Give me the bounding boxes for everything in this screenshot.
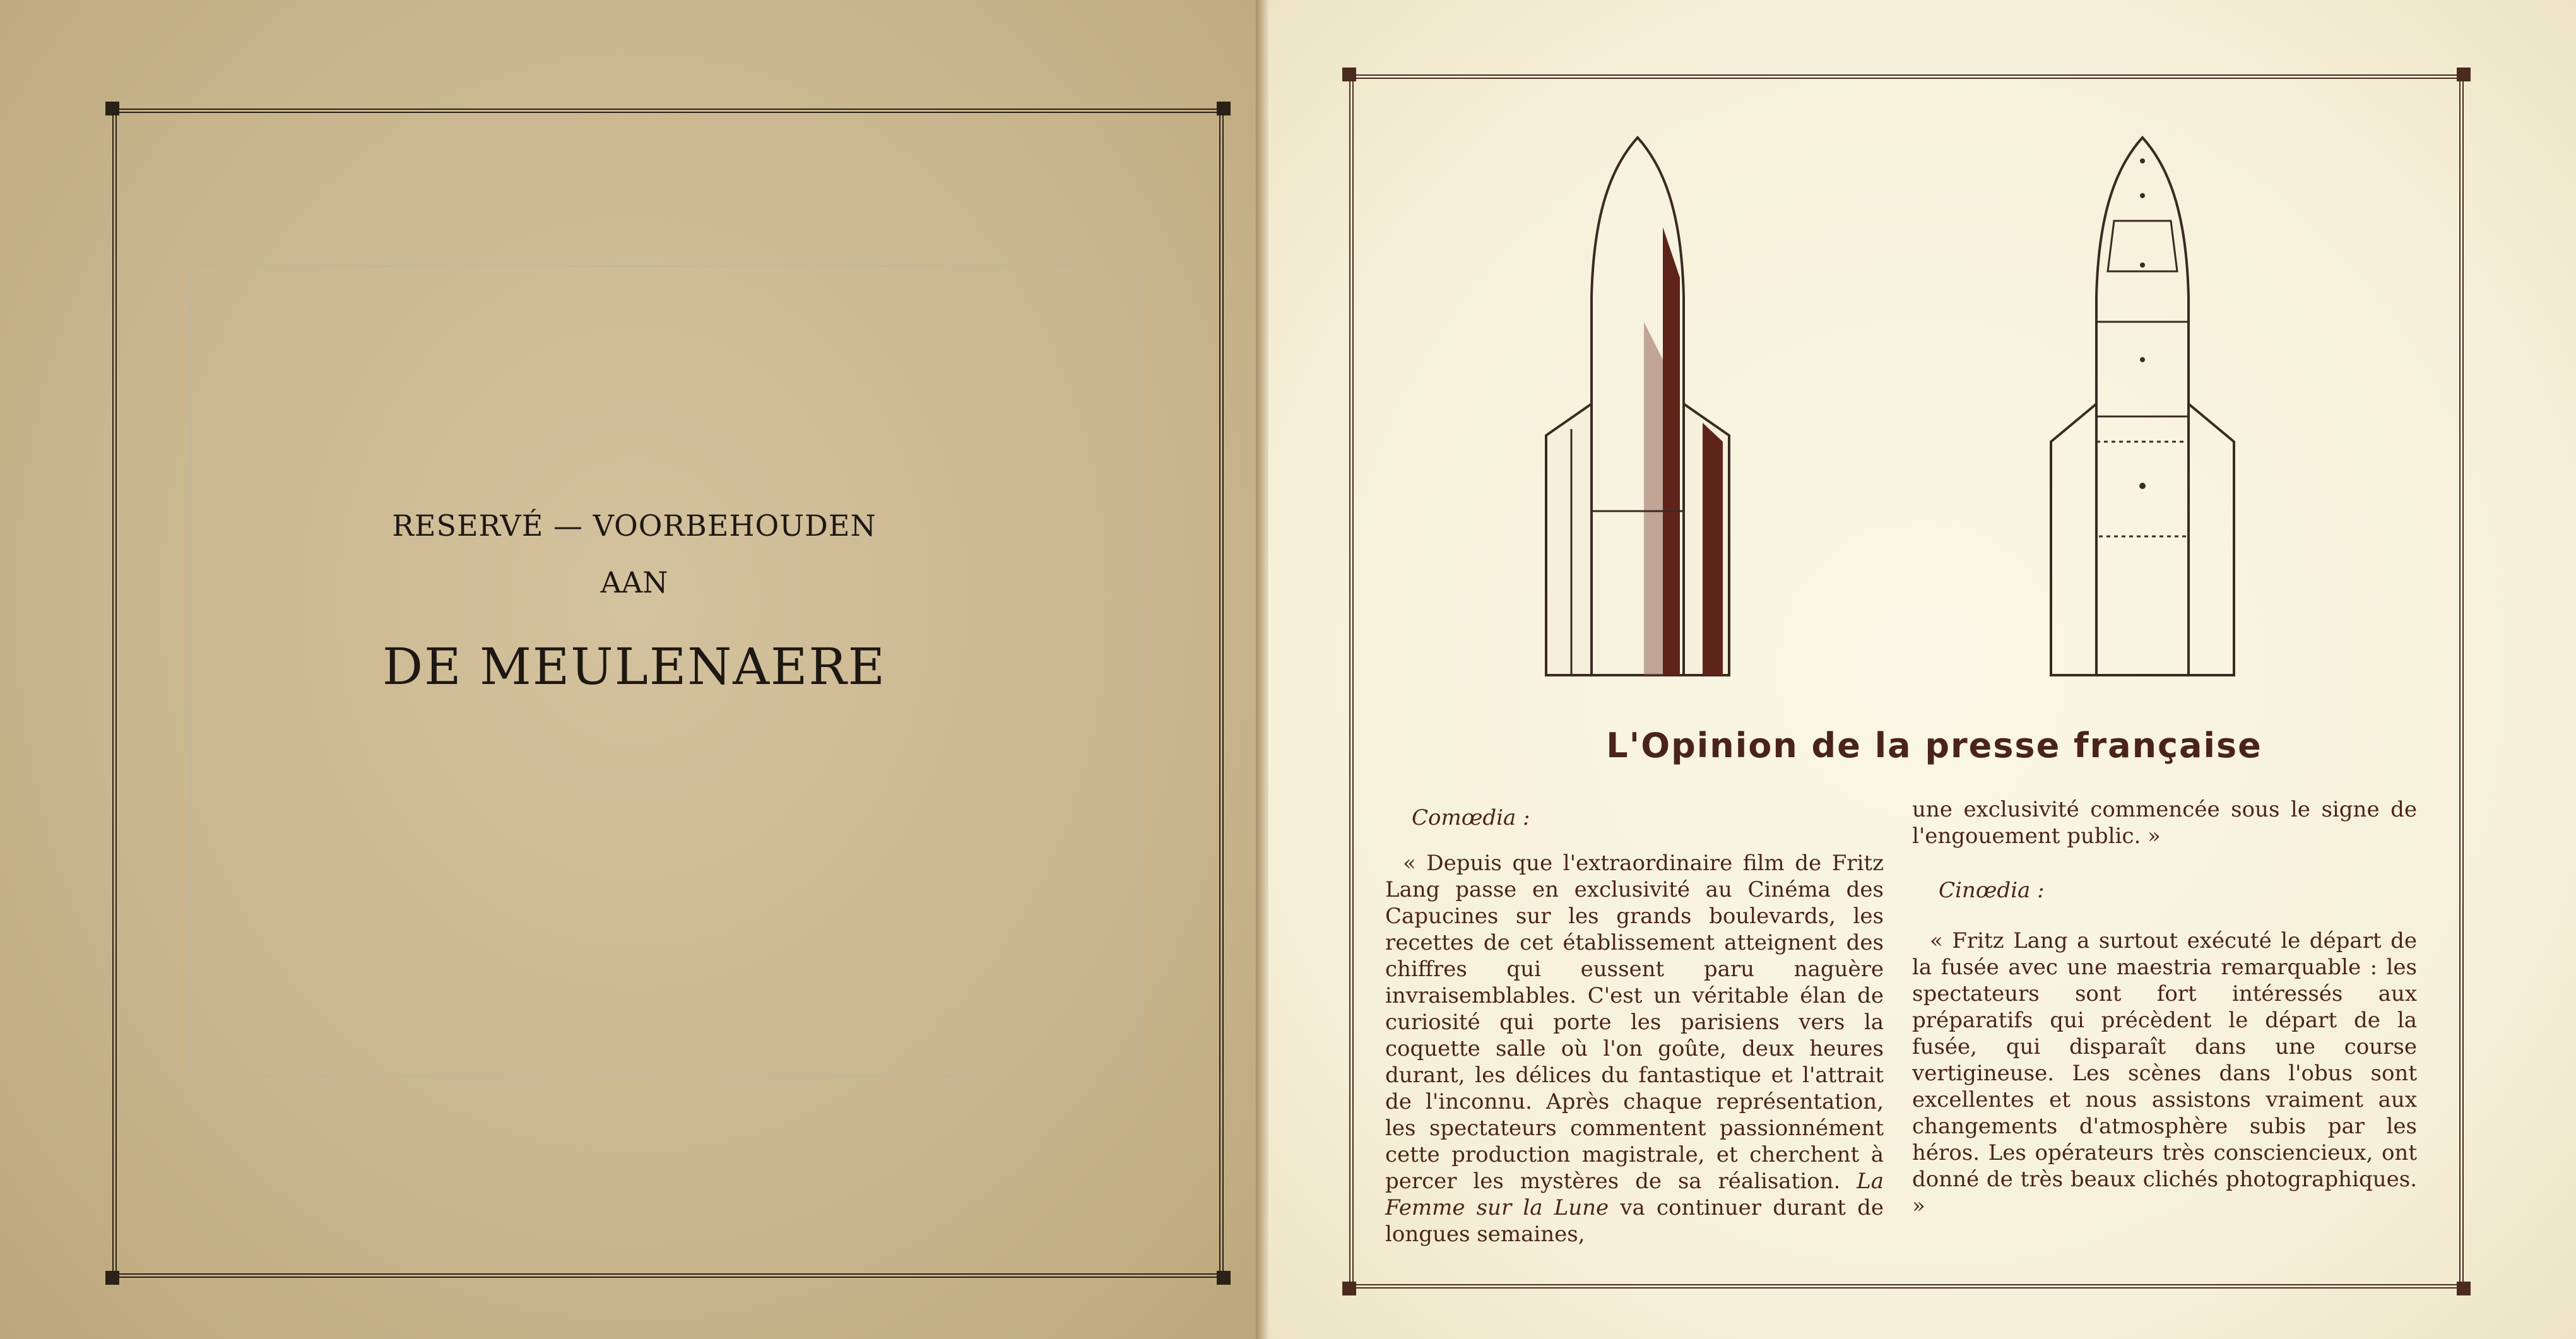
frame-corner-ornament	[2457, 1282, 2471, 1295]
frame-corner-ornament	[1217, 102, 1231, 115]
rocket-exterior-illustration	[1533, 133, 1742, 694]
press-heading: L'Opinion de la presse française	[1606, 726, 2262, 765]
quote-source-comoedia: Comœdia :	[1412, 805, 1530, 830]
frame-corner-ornament	[105, 1271, 119, 1285]
frame-corner-ornament	[1342, 68, 1356, 81]
quote-continuation: une exclusivité commencée sous le signe de l'engouement public. »	[1912, 797, 2417, 849]
quote-text-cinoedia: « Fritz Lang a surtout exécuté le départ de la fusée avec une maestria remarquable : les spectateurs sont fort intéressés aux préparatifs qui précèdent le départ de la fusée, qui disparaît dans une course vertigineuse. Les scènes dans l'obus sont excellentes et nous assistons vraiment aux changements d'atmosphère subis par les héros. Les opérateurs très consciencieux, ont donné de très beaux clichés photographiques. »	[1912, 928, 2417, 1218]
press-column-left	[1385, 805, 1884, 1248]
reserve-line: RESERVÉ — VOORBEHOUDEN	[392, 509, 877, 543]
film-title: La Femme sur la Lune	[1385, 1169, 1884, 1220]
advertiser-name: DE MEULENAERE	[382, 637, 887, 696]
quote-text-part: « Depuis que l'extraordinaire film de Fritz Lang passe en exclusivité au Cinéma des Capucines sur les grands boulevards, les recettes de cet établissement atteignent des chiffres qui eussent paru naguère invraisemblables. C'est un véritable élan de curiosité qui porte les parisiens vers la coquette salle où l'on goûte, deux heures durant, les délices du fantastique et l'attrait de l'inconnu. Après chaque représentation, les spectateurs commentent passionnément cette production magistrale, et cherchent à percer les mystères de sa réalisation.	[1385, 851, 1884, 1194]
quote-text-comoedia	[1385, 850, 1884, 1248]
quote-text-part: va continuer durant de longues semaines,	[1385, 1195, 1884, 1247]
frame-corner-ornament	[1217, 1271, 1231, 1285]
quote-source-cinoedia: Cinœdia :	[1939, 878, 2045, 903]
frame-corner-ornament	[105, 102, 119, 115]
rocket-cutaway-diagram	[2038, 133, 2247, 694]
press-column-right	[1912, 796, 2417, 1219]
frame-corner-ornament	[2457, 68, 2471, 81]
frame-corner-ornament	[1342, 1282, 1356, 1295]
aan-line: AAN	[600, 565, 668, 599]
left-page	[0, 0, 1268, 1339]
